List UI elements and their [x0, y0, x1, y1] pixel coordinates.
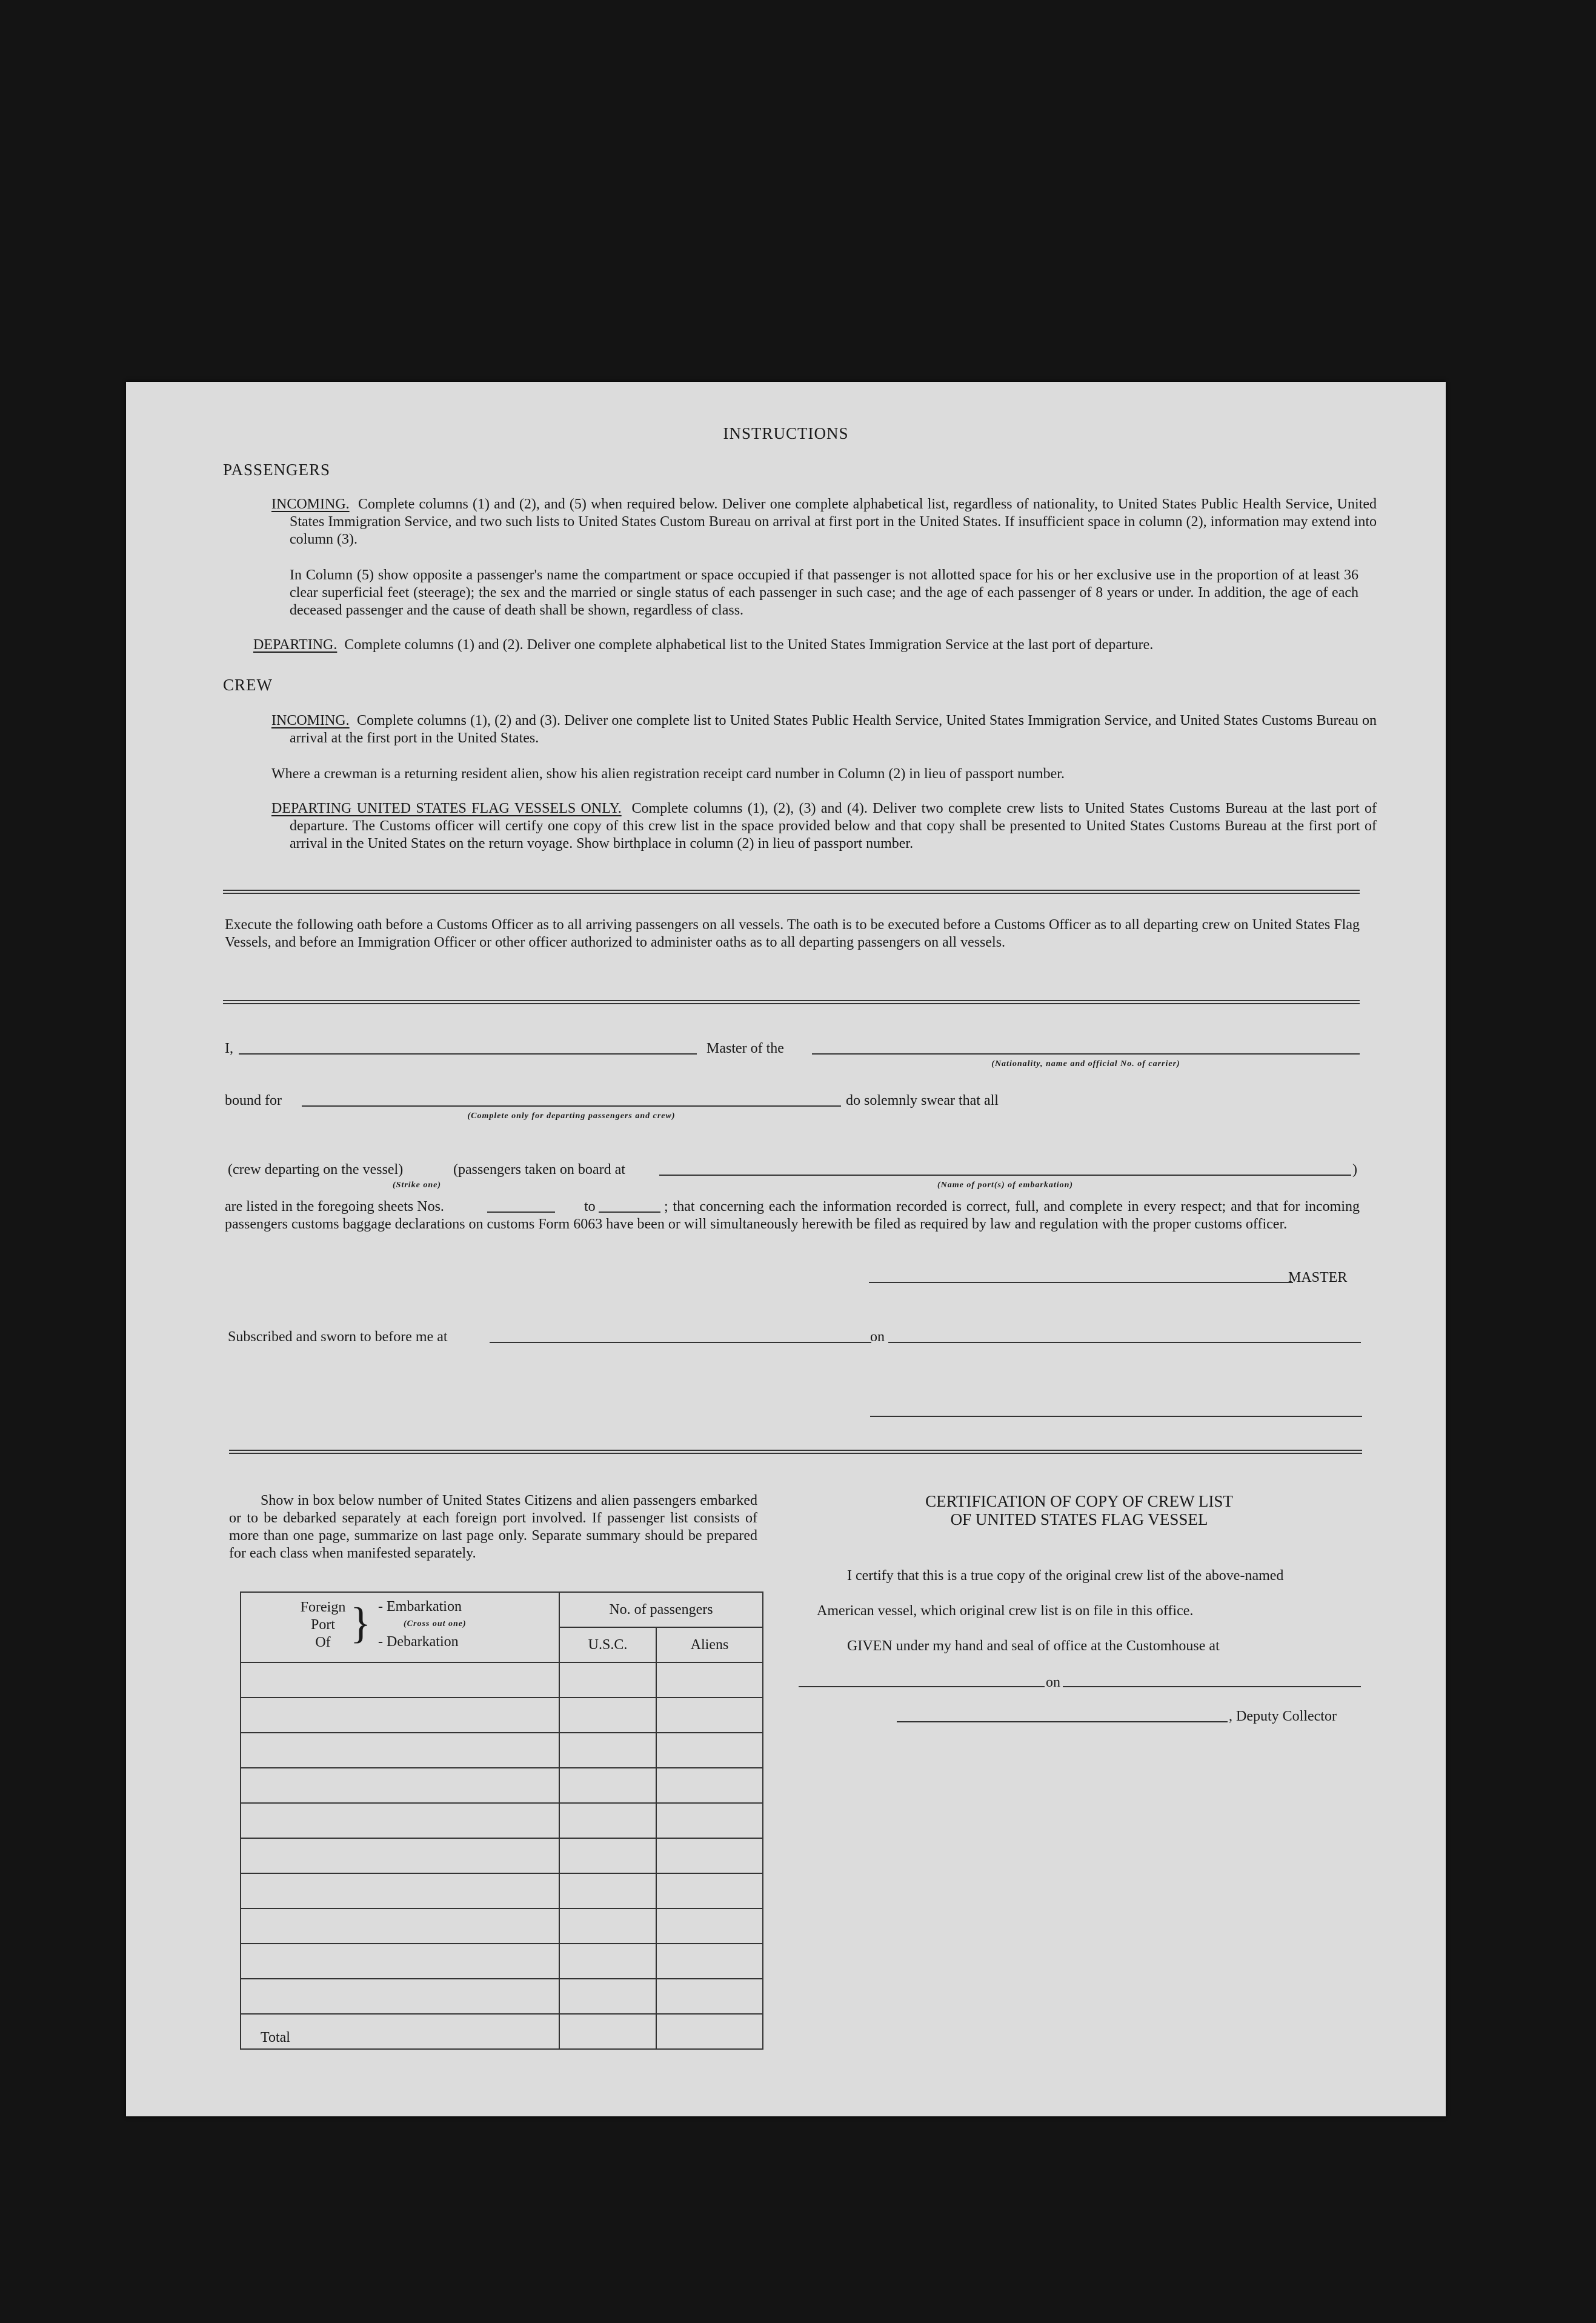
swear-text: do solemnly swear that all: [846, 1093, 999, 1108]
crew-flag-vessels-label: DEPARTING UNITED STATES FLAG VESSELS ONLY.: [271, 801, 622, 816]
master-signature-field[interactable]: [869, 1282, 1293, 1283]
crew-flag-vessels-paragraph: [271, 800, 1377, 853]
no-passengers-header: No. of passengers: [559, 1592, 763, 1627]
table-row[interactable]: [241, 1979, 763, 2014]
bound-for-caption: (Complete only for departing passengers and crew): [467, 1112, 676, 1121]
crew-incoming-label: INCOMING.: [271, 713, 350, 728]
bound-for-label: bound for: [225, 1093, 282, 1108]
passengers-departing-paragraph: [253, 636, 1358, 654]
certification-on-label: on: [1046, 1675, 1060, 1690]
of-label: Of: [315, 1635, 331, 1650]
certify-line1: I certify that this is a true copy of the original crew list of the above-named: [847, 1568, 1284, 1584]
passengers-incoming-paragraph: [271, 496, 1377, 548]
close-paren: ): [1352, 1162, 1357, 1178]
table-row[interactable]: [241, 1838, 763, 1873]
page-title: INSTRUCTIONS: [723, 424, 849, 442]
cross-out-caption: (Cross out one): [404, 1619, 467, 1628]
sworn-date-field[interactable]: [888, 1342, 1361, 1343]
summary-instructions: Show in box below number of United States Citizens and alien passengers embarked or to be debarked separately at each foreign port involved. If passenger list consists of more than one page, summarize on last page only. Separate summary should be prepared for each class when manifested separately.: [229, 1493, 757, 1561]
port-header-cell: [241, 1592, 559, 1662]
embarkation-label[interactable]: - Embarkation: [378, 1599, 462, 1615]
deputy-collector-label: , Deputy Collector: [1229, 1708, 1337, 1724]
oath-i-label: I,: [225, 1041, 233, 1056]
divider-double-1: [223, 890, 1360, 894]
master-of-label: Master of the: [707, 1041, 784, 1056]
brace-glyph: }: [350, 1599, 371, 1647]
master-label: MASTER: [1288, 1270, 1348, 1285]
listed-prefix: are listed in the foregoing sheets Nos.: [225, 1199, 444, 1215]
certification-title: [797, 1492, 1361, 1528]
total-aliens-cell[interactable]: [656, 2014, 763, 2049]
passenger-summary-table: [240, 1591, 763, 2050]
table-row[interactable]: [241, 1803, 763, 1838]
to-label: to: [584, 1199, 596, 1215]
aliens-header: Aliens: [656, 1627, 763, 1662]
table-row[interactable]: [241, 1698, 763, 1733]
crew-heading: CREW: [223, 676, 273, 694]
master-name-field[interactable]: [239, 1053, 697, 1055]
table-row[interactable]: [241, 1768, 763, 1803]
certification-title-line2: OF UNITED STATES FLAG VESSEL: [950, 1510, 1208, 1528]
crew-flag-vessels-text: Complete columns (1), (2), (3) and (4). Deliver two complete crew lists to United States Customs Bureau at the last port of departure. The Customs officer will certify one copy of this crew list in the space provided below and that copy shall be presented to United States Customs Bureau at the first port of arrival in the United States on the return voyage. Show birthplace in column (2) in lieu of passport number.: [290, 801, 1377, 852]
certify-line2: American vessel, which original crew list is on file in this office.: [817, 1603, 1194, 1619]
bound-for-field[interactable]: [302, 1105, 841, 1107]
divider-double-2: [223, 1000, 1360, 1004]
passengers-departing-text: Complete columns (1) and (2). Deliver one complete alphabetical list to the United States Immigration Service at the last port of departure.: [344, 637, 1154, 653]
table-row[interactable]: [241, 1662, 763, 1698]
table-row[interactable]: [241, 1908, 763, 1944]
port-label: Port: [310, 1617, 335, 1633]
carrier-caption: (Nationality, name and official No. of carrier): [991, 1059, 1180, 1068]
table-row[interactable]: [241, 1944, 763, 1979]
sworn-place-field[interactable]: [490, 1342, 871, 1343]
officer-signature-field[interactable]: [870, 1416, 1362, 1417]
debarkation-label[interactable]: - Debarkation: [378, 1634, 459, 1650]
customhouse-field[interactable]: [799, 1686, 1045, 1687]
foreign-label: Foreign: [300, 1599, 346, 1615]
certification-date-field[interactable]: [1063, 1686, 1361, 1687]
strike-one-caption: (Strike one): [393, 1181, 442, 1190]
total-usc-cell[interactable]: [559, 2014, 656, 2049]
crew-incoming-text: Complete columns (1), (2) and (3). Deliver one complete list to United States Public Health Service, United States Immigration Service, and United States Customs Bureau on arrival at the first port in the United States.: [290, 713, 1377, 746]
deputy-signature-field[interactable]: [897, 1721, 1228, 1722]
divider-double-3: [229, 1450, 1362, 1454]
document-page: [126, 382, 1446, 2116]
certification-title-line1: CERTIFICATION OF COPY OF CREW LIST: [925, 1492, 1233, 1510]
table-row[interactable]: [241, 1873, 763, 1908]
usc-header: U.S.C.: [559, 1627, 656, 1662]
table-row[interactable]: [241, 1733, 763, 1768]
listed-body: ; that concerning each the information recorded is correct, full, and complete in every respect; and that for incoming passengers customs baggage declarations on customs Form 6063 have been or will simultaneously herewith be filed as required by law and regulation with the proper customs officer.: [225, 1199, 1360, 1232]
embarkation-ports-field[interactable]: [659, 1175, 1351, 1176]
ports-caption: (Name of port(s) of embarkation): [937, 1181, 1074, 1190]
crew-returning-paragraph: Where a crewman is a returning resident alien, show his alien registration receipt card number in Column (2) in lieu of passport number.: [271, 766, 1065, 782]
total-label: Total: [241, 2014, 559, 2049]
passengers-departing-label: DEPARTING.: [253, 637, 337, 653]
passengers-incoming-text: Complete columns (1) and (2), and (5) when required below. Deliver one complete alphabetical list, regardless of nationality, to United States Public Health Service, United States Immigration Service, and two such lists to United States Custom Bureau on arrival at first port in the United States. If insufficient space in column (2), information may extend into column (3).: [290, 496, 1377, 547]
sworn-on-label: on: [870, 1329, 885, 1345]
crew-incoming-paragraph: [271, 712, 1377, 747]
subscribed-label: Subscribed and sworn to before me at: [228, 1329, 448, 1345]
passengers-incoming-label: INCOMING.: [271, 496, 350, 512]
passengers-heading: PASSENGERS: [223, 461, 331, 479]
given-line: GIVEN under my hand and seal of office at the Customhouse at: [847, 1638, 1220, 1654]
oath-instructions: Execute the following oath before a Customs Officer as to all arriving passengers on all vessels. The oath is to be executed before a Customs Officer as to all departing crew on United States Flag Vessels, and before an Immigration Officer or other officer authorized to administer oaths as to all departing passengers on all vessels.: [225, 917, 1360, 950]
total-row[interactable]: [241, 2014, 763, 2049]
passengers-taken-option[interactable]: (passengers taken on board at: [453, 1162, 625, 1178]
crew-departing-option[interactable]: (crew departing on the vessel): [228, 1162, 404, 1178]
column5-paragraph: In Column (5) show opposite a passenger's name the compartment or space occupied if that passenger is not allotted space for his or her exclusive use in the proportion of at least 36 clear superficial feet (steerage); the sex and the married or single status of each passenger in such case; and the age of each passenger of 8 years or under. In addition, the age of each deceased passenger and the cause of death shall be shown, regardless of class.: [290, 567, 1358, 618]
carrier-field[interactable]: [812, 1053, 1360, 1055]
